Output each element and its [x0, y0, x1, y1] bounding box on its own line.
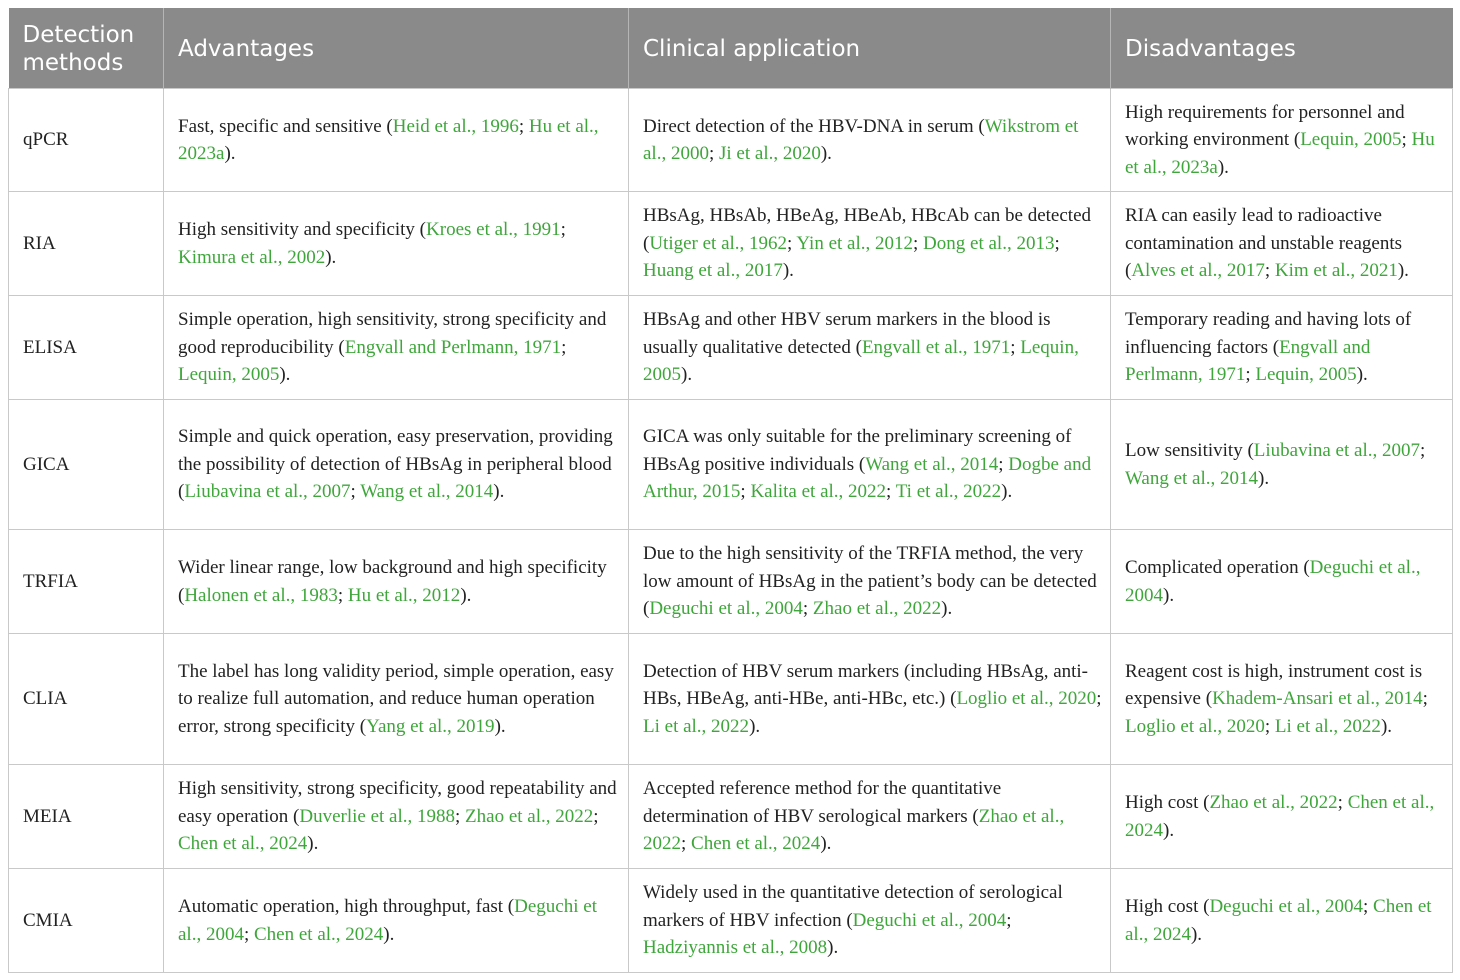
- cell-text: ).: [827, 937, 839, 959]
- reference-link[interactable]: Engvall and Perlmann, 1971: [344, 336, 562, 358]
- table-row: [9, 400, 1453, 530]
- cell-text: ).: [1190, 923, 1203, 945]
- cell-text: Due to the high sensitivity of the TRFIA method, the very low amount of HBsAg in the patient’s body can be detected (: [643, 543, 1097, 620]
- reference-link[interactable]: Hu et al., 2023a: [178, 115, 599, 164]
- disadvantages-cell: [1111, 530, 1453, 634]
- advantages-cell: [164, 89, 629, 192]
- reference-link[interactable]: Hu et al., 2012: [347, 584, 461, 606]
- detection-methods-table: [8, 8, 1453, 973]
- reference-link[interactable]: Dogbe and Arthur, 2015: [643, 453, 1092, 503]
- cell-text: High requirements for personnel and working environment (: [1125, 101, 1405, 151]
- cell-text: Direct detection of the HBV-DNA in serum (: [643, 115, 985, 137]
- reference-link[interactable]: Loglio et al., 2020: [956, 688, 1097, 710]
- cell-text: High cost (: [1125, 896, 1210, 917]
- cell-text: ;: [998, 453, 1009, 475]
- cell-text: Low sensitivity (: [1125, 440, 1254, 461]
- clinical-cell: [629, 400, 1111, 530]
- disadvantages-cell: [1111, 296, 1453, 400]
- cell-text: ).: [224, 143, 236, 164]
- cell-text: High sensitivity, strong specificity, good repeatability and easy operation (: [178, 778, 617, 827]
- cell-text: ;: [1096, 688, 1102, 710]
- header-disadvantages: Disadvantages: [1111, 8, 1453, 89]
- reference-link[interactable]: Ti et al., 2022: [895, 481, 1002, 503]
- cell-text: ;: [518, 115, 529, 137]
- reference-link[interactable]: Li et al., 2022: [643, 715, 750, 737]
- cell-text: HBsAg, HBsAb, HBeAg, HBeAb, HBcAb can be detected (: [643, 205, 1092, 254]
- clinical-cell: [629, 634, 1111, 765]
- cell-text: ;: [243, 923, 254, 945]
- cell-text: Wider linear range, low background and high specificity (: [178, 557, 607, 606]
- cell-text: Complicated operation (: [1125, 557, 1310, 578]
- method-cell: RIA: [9, 192, 164, 296]
- reference-link[interactable]: Wikstrom et al., 2000: [643, 115, 1079, 164]
- cell-text: ).: [941, 598, 953, 620]
- header-clinical-application: Clinical application: [629, 8, 1111, 89]
- clinical-cell: [629, 296, 1111, 400]
- reference-link[interactable]: Chen et al., 2024: [178, 833, 308, 855]
- header-row: [9, 8, 1453, 89]
- cell-text: Widely used in the quantitative detection of serological markers of HBV infection (: [643, 882, 1063, 931]
- cell-text: ;: [1337, 792, 1348, 813]
- cell-text: ).: [820, 833, 832, 855]
- table-row: [9, 765, 1453, 869]
- disadvantages-cell: [1111, 192, 1453, 296]
- cell-text: Simple operation, high sensitivity, strong specificity and good reproducibility (: [178, 309, 607, 358]
- cell-text: ).: [1356, 364, 1368, 386]
- cell-text: ;: [787, 232, 797, 254]
- reference-link[interactable]: Kim et al., 2021: [1274, 260, 1398, 282]
- advantages-cell: [164, 765, 629, 869]
- cell-text: ).: [460, 584, 472, 606]
- method-cell: CMIA: [9, 869, 164, 973]
- table-row: [9, 869, 1453, 973]
- table-row: [9, 89, 1453, 192]
- method-cell: qPCR: [9, 89, 164, 192]
- cell-text: Fast, specific and sensitive (: [178, 115, 393, 137]
- table-row: [9, 530, 1453, 634]
- reference-link[interactable]: Zhao et al., 2022: [1209, 792, 1338, 813]
- cell-text: ;: [886, 481, 896, 503]
- reference-link[interactable]: Zhao et al., 2022: [465, 805, 594, 827]
- cell-text: ;: [560, 219, 566, 240]
- cell-text: ;: [802, 598, 813, 620]
- cell-text: ).: [1217, 156, 1229, 178]
- cell-text: ;: [561, 336, 567, 358]
- cell-text: ;: [1401, 129, 1412, 151]
- reference-link[interactable]: Chen et al., 2024: [1125, 792, 1435, 841]
- advantages-cell: [164, 634, 629, 765]
- reference-link[interactable]: Engvall and Perlmann, 1971: [1125, 336, 1371, 386]
- cell-text: High cost (: [1125, 792, 1210, 813]
- cell-text: ;: [913, 232, 924, 254]
- table-row: [9, 192, 1453, 296]
- cell-text: ).: [1163, 819, 1175, 841]
- header-detection-methods: Detection methods: [9, 8, 164, 89]
- reference-link[interactable]: Engvall et al., 1971: [861, 336, 1011, 358]
- clinical-cell: [629, 765, 1111, 869]
- reference-link[interactable]: Kroes et al., 1991: [426, 219, 561, 240]
- reference-link[interactable]: Deguchi et al., 2004: [1125, 557, 1421, 606]
- cell-text: ;: [1422, 688, 1428, 710]
- reference-link[interactable]: Kalita et al., 2022: [750, 481, 887, 503]
- reference-link[interactable]: Alves et al., 2017: [1131, 260, 1265, 282]
- reference-link[interactable]: Lequin, 2005: [1255, 364, 1357, 386]
- cell-text: Simple and quick operation, easy preservation, providing the possibility of detection of HBsAg in peripheral blood (: [178, 426, 613, 503]
- reference-link[interactable]: Wang et al., 2014: [1125, 467, 1259, 489]
- cell-text: Reagent cost is high, instrument cost is expensive (: [1125, 660, 1423, 710]
- cell-text: ).: [681, 364, 693, 386]
- reference-link[interactable]: Deguchi et al., 2004: [852, 909, 1007, 931]
- cell-text: ;: [1054, 232, 1060, 254]
- reference-link[interactable]: Heid et al., 1996: [392, 115, 519, 137]
- disadvantages-cell: [1111, 400, 1453, 530]
- method-cell: MEIA: [9, 765, 164, 869]
- reference-link[interactable]: Zhao et al., 2022: [643, 805, 1065, 855]
- reference-link[interactable]: Lequin, 2005: [1300, 129, 1402, 151]
- cell-text: ;: [455, 805, 466, 827]
- clinical-cell: [629, 89, 1111, 192]
- cell-text: Accepted reference method for the quantitative determination of HBV serological markers (: [643, 778, 1002, 827]
- cell-text: ;: [1264, 260, 1275, 282]
- reference-link[interactable]: Zhao et al., 2022: [812, 598, 942, 620]
- clinical-cell: [629, 530, 1111, 634]
- reference-link[interactable]: Khadem-Ansari et al., 2014: [1212, 688, 1423, 710]
- reference-link[interactable]: Dong et al., 2013: [923, 232, 1055, 254]
- cell-text: Automatic operation, high throughput, fast (: [178, 896, 515, 917]
- reference-link[interactable]: Hu et al., 2023a: [1125, 129, 1435, 178]
- cell-text: ;: [337, 584, 348, 606]
- cell-text: ;: [1420, 440, 1426, 461]
- table-row: [9, 296, 1453, 400]
- table-header: [9, 8, 1453, 89]
- cell-text: ).: [1258, 467, 1270, 489]
- cell-text: ).: [279, 364, 291, 386]
- cell-text: HBsAg and other HBV serum markers in the blood is usually qualitative detected (: [643, 309, 1051, 358]
- cell-text: ;: [740, 481, 751, 503]
- cell-text: ;: [1362, 896, 1374, 917]
- reference-link[interactable]: Li et al., 2022: [1274, 715, 1381, 737]
- reference-link[interactable]: Chen et al., 2024: [691, 833, 821, 855]
- cell-text: ;: [681, 833, 692, 855]
- method-cell: GICA: [9, 400, 164, 530]
- reference-link[interactable]: Liubavina et al., 2007: [1253, 440, 1420, 461]
- cell-text: Detection of HBV serum markers (including HBsAg, anti-HBs, HBeAg, anti-HBe, anti-HBc, etc.) (: [643, 660, 1089, 710]
- cell-text: ;: [1010, 336, 1021, 358]
- reference-link[interactable]: Deguchi et al., 2004: [1209, 896, 1363, 917]
- advantages-cell: [164, 192, 629, 296]
- cell-text: ;: [1006, 909, 1012, 931]
- cell-text: ;: [350, 481, 361, 503]
- reference-link[interactable]: Kimura et al., 2002: [178, 246, 326, 268]
- cell-text: ).: [307, 833, 319, 855]
- table-row: [9, 634, 1453, 765]
- cell-text: ;: [1264, 715, 1275, 737]
- disadvantages-cell: [1111, 634, 1453, 765]
- clinical-cell: [629, 192, 1111, 296]
- cell-text: ).: [1397, 260, 1409, 282]
- reference-link[interactable]: Hadziyannis et al., 2008: [643, 937, 828, 959]
- header-advantages: Advantages: [164, 8, 629, 89]
- advantages-cell: [164, 530, 629, 634]
- reference-link[interactable]: Yin et al., 2012: [796, 232, 914, 254]
- reference-link[interactable]: Loglio et al., 2020: [1125, 715, 1265, 737]
- advantages-cell: [164, 869, 629, 973]
- reference-link[interactable]: Deguchi et al., 2004: [649, 598, 803, 620]
- reference-link[interactable]: Ji et al., 2020: [719, 143, 821, 164]
- reference-link[interactable]: Wang et al., 2014: [360, 481, 494, 503]
- reference-link[interactable]: Liubavina et al., 2007: [184, 481, 351, 503]
- clinical-cell: [629, 869, 1111, 973]
- cell-text: ).: [1380, 715, 1393, 737]
- cell-text: GICA was only suitable for the preliminary screening of HBsAg positive individuals (: [643, 426, 1072, 475]
- disadvantages-cell: [1111, 869, 1453, 973]
- cell-text: High sensitivity and specificity (: [178, 219, 427, 240]
- cell-text: ).: [749, 715, 761, 737]
- reference-link[interactable]: Chen et al., 2024: [1125, 896, 1432, 945]
- cell-text: ).: [493, 481, 505, 503]
- disadvantages-cell: [1111, 765, 1453, 869]
- cell-text: The label has long validity period, simple operation, easy to realize full automation, and reduce human operation error, strong specificity (: [178, 660, 614, 737]
- reference-link[interactable]: Chen et al., 2024: [254, 923, 384, 945]
- reference-link[interactable]: Lequin, 2005: [643, 336, 1079, 386]
- reference-link[interactable]: Utiger et al., 1962: [649, 232, 788, 254]
- cell-text: RIA can easily lead to radioactive contamination and unstable reagents (: [1125, 205, 1402, 282]
- cell-text: ).: [1163, 584, 1175, 606]
- cell-text: ;: [593, 805, 599, 827]
- cell-text: ;: [1245, 364, 1256, 386]
- reference-link[interactable]: Huang et al., 2017: [643, 260, 783, 282]
- cell-text: ).: [820, 143, 832, 164]
- cell-text: Temporary reading and having lots of influencing factors (: [1125, 309, 1412, 358]
- method-cell: ELISA: [9, 296, 164, 400]
- method-cell: TRFIA: [9, 530, 164, 634]
- advantages-cell: [164, 296, 629, 400]
- cell-text: ).: [494, 715, 506, 737]
- cell-text: ).: [782, 260, 794, 282]
- cell-text: ).: [383, 923, 395, 945]
- cell-text: ).: [325, 246, 337, 268]
- reference-link[interactable]: Deguchi et al., 2004: [178, 896, 597, 945]
- reference-link[interactable]: Duverlie et al., 1988: [299, 805, 455, 827]
- reference-link[interactable]: Yang et al., 2019: [366, 715, 495, 737]
- reference-link[interactable]: Lequin, 2005: [178, 364, 280, 386]
- cell-text: ;: [708, 143, 719, 164]
- disadvantages-cell: [1111, 89, 1453, 192]
- reference-link[interactable]: Halonen et al., 1983: [184, 584, 338, 606]
- reference-link[interactable]: Wang et al., 2014: [865, 453, 999, 475]
- advantages-cell: [164, 400, 629, 530]
- table-body: [9, 89, 1453, 973]
- method-cell: CLIA: [9, 634, 164, 765]
- cell-text: ).: [1001, 481, 1013, 503]
